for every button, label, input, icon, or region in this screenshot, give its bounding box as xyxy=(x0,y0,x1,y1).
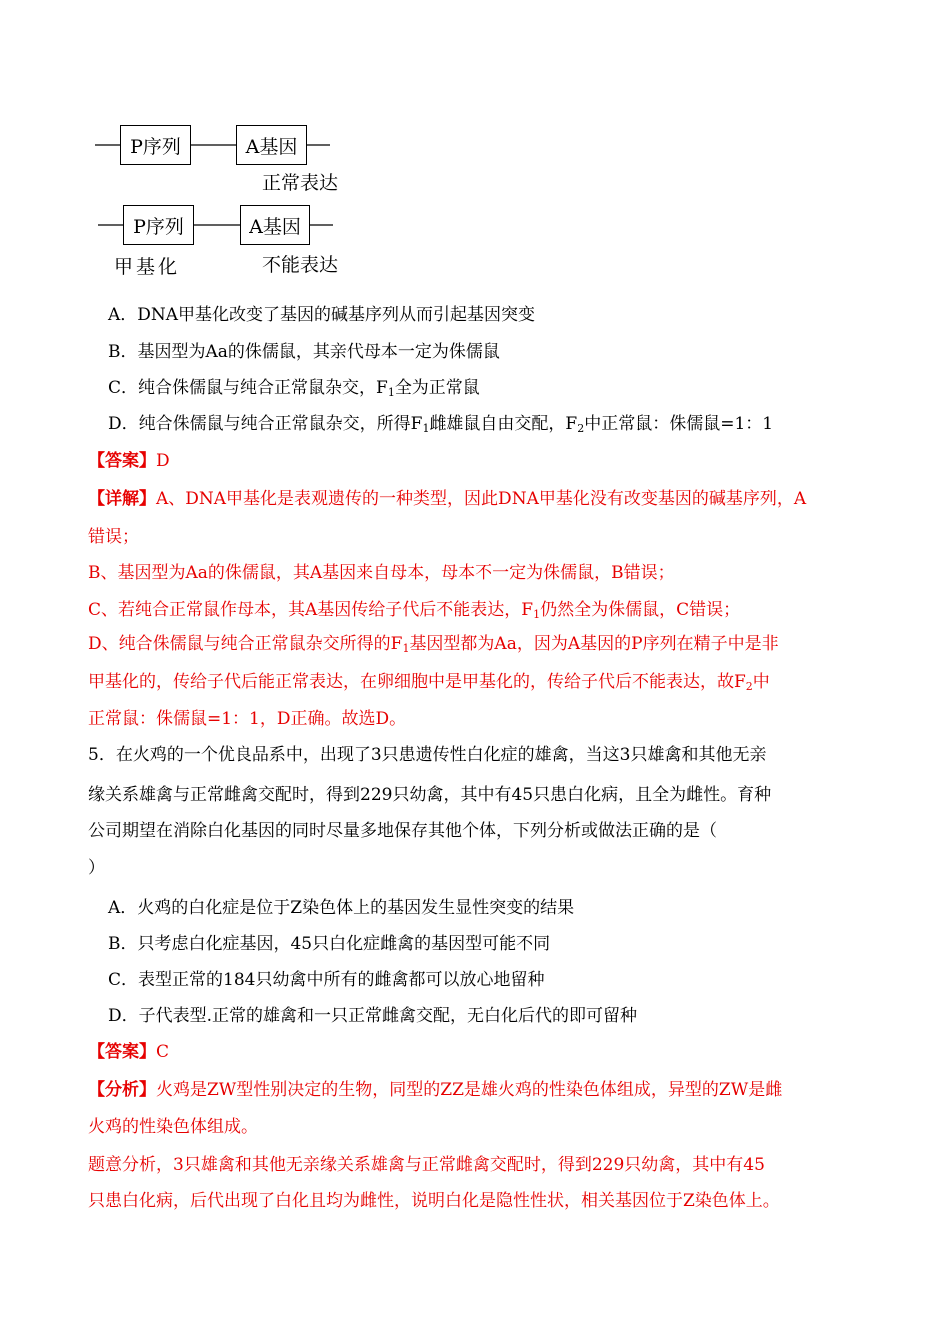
a-gene-box-2: A基因 xyxy=(240,205,310,245)
q5-option-d: D．子代表型.正常的雄禽和一只正常雌禽交配，无白化后代的即可留种 xyxy=(108,1006,638,1026)
q5-stem-line-2: 缘关系雄禽与正常雌禽交配时，得到229只幼禽，其中有45只患白化病，且全为雌性。育种 xyxy=(88,785,772,805)
q4-explain-line-2: 错误； xyxy=(88,527,139,547)
q5-stem-line-4: ） xyxy=(88,858,105,878)
q4-option-d: D．纯合侏儒鼠与纯合正常鼠杂交，所得$F_1$雌雄鼠自由交配，$F_2$中正常鼠：侏儒鼠=1：1 xyxy=(108,414,774,435)
q4-option-c: C．纯合侏儒鼠与纯合正常鼠杂交，$F_1$全为正常鼠 xyxy=(108,378,480,399)
p-sequence-box-2: P序列 xyxy=(123,205,194,245)
q4-explain-line-5: D、纯合侏儒鼠与纯合正常鼠杂交所得的$F_1$基因型都为Aa，因为A基因的P序列在精子中是非 xyxy=(88,634,779,655)
normal-expression-label: 正常表达 xyxy=(262,172,339,194)
methylation-diagram xyxy=(90,118,390,288)
q4-answer: 【答案】D xyxy=(88,451,170,471)
q5-analysis-line-4: 只患白化病，后代出现了白化且均为雌性，说明白化是隐性性状，相关基因位于Z染色体上。 xyxy=(88,1191,780,1211)
q5-option-b: B．只考虑白化症基因，45只白化症雌禽的基因型可能不同 xyxy=(108,934,551,954)
methylation-label: 甲基化 xyxy=(114,256,181,278)
q5-answer: 【答案】C xyxy=(88,1042,170,1062)
q4-option-a: A．DNA甲基化改变了基因的碱基序列从而引起基因突变 xyxy=(108,305,536,325)
q4-explain-line-7: 正常鼠：侏儒鼠=1：1，D正确。故选D。 xyxy=(88,709,407,729)
p-sequence-box-1: P序列 xyxy=(120,125,191,165)
q4-explain-line-1: 【详解】A、DNA甲基化是表观遗传的一种类型，因此DNA甲基化没有改变基因的碱基序列，A xyxy=(88,489,807,509)
q4-explain-line-3: B、基因型为Aa的侏儒鼠，其A基因来自母本，母本不一定为侏儒鼠，B错误； xyxy=(88,563,675,583)
q5-stem-line-3: 公司期望在消除白化基因的同时尽量多地保存其他个体，下列分析或做法正确的是（ xyxy=(88,821,717,841)
a-gene-box-1: A基因 xyxy=(236,125,307,165)
q4-option-b: B．基因型为Aa的侏儒鼠，其亲代母本一定为侏儒鼠 xyxy=(108,342,500,362)
q5-analysis-line-3: 题意分析，3只雄禽和其他无亲缘关系雄禽与正常雌禽交配时，得到229只幼禽，其中有45 xyxy=(88,1155,765,1175)
q5-analysis-line-2: 火鸡的性染色体组成。 xyxy=(88,1117,258,1137)
q5-stem-line-1: 5．在火鸡的一个优良品系中，出现了3只患遗传性白化症的雄禽，当这3只雄禽和其他无亲 xyxy=(88,745,767,765)
q4-explain-line-6: 甲基化的，传给子代后能正常表达，在卵细胞中是甲基化的，传给子代后不能表达，故$F_2$中 xyxy=(88,672,770,693)
q5-option-c: C．表型正常的184只幼禽中所有的雌禽都可以放心地留种 xyxy=(108,970,545,990)
no-expression-label: 不能表达 xyxy=(262,254,339,276)
q4-explain-line-4: C、若纯合正常鼠作母本，其A基因传给子代后不能表达，$F_1$仍然全为侏儒鼠，C错误； xyxy=(88,600,741,621)
q5-option-a: A．火鸡的白化症是位于Z染色体上的基因发生显性突变的结果 xyxy=(108,898,575,918)
q5-analysis-line-1: 【分析】火鸡是ZW型性别决定的生物，同型的ZZ是雄火鸡的性染色体组成，异型的ZW是雌 xyxy=(88,1080,783,1100)
